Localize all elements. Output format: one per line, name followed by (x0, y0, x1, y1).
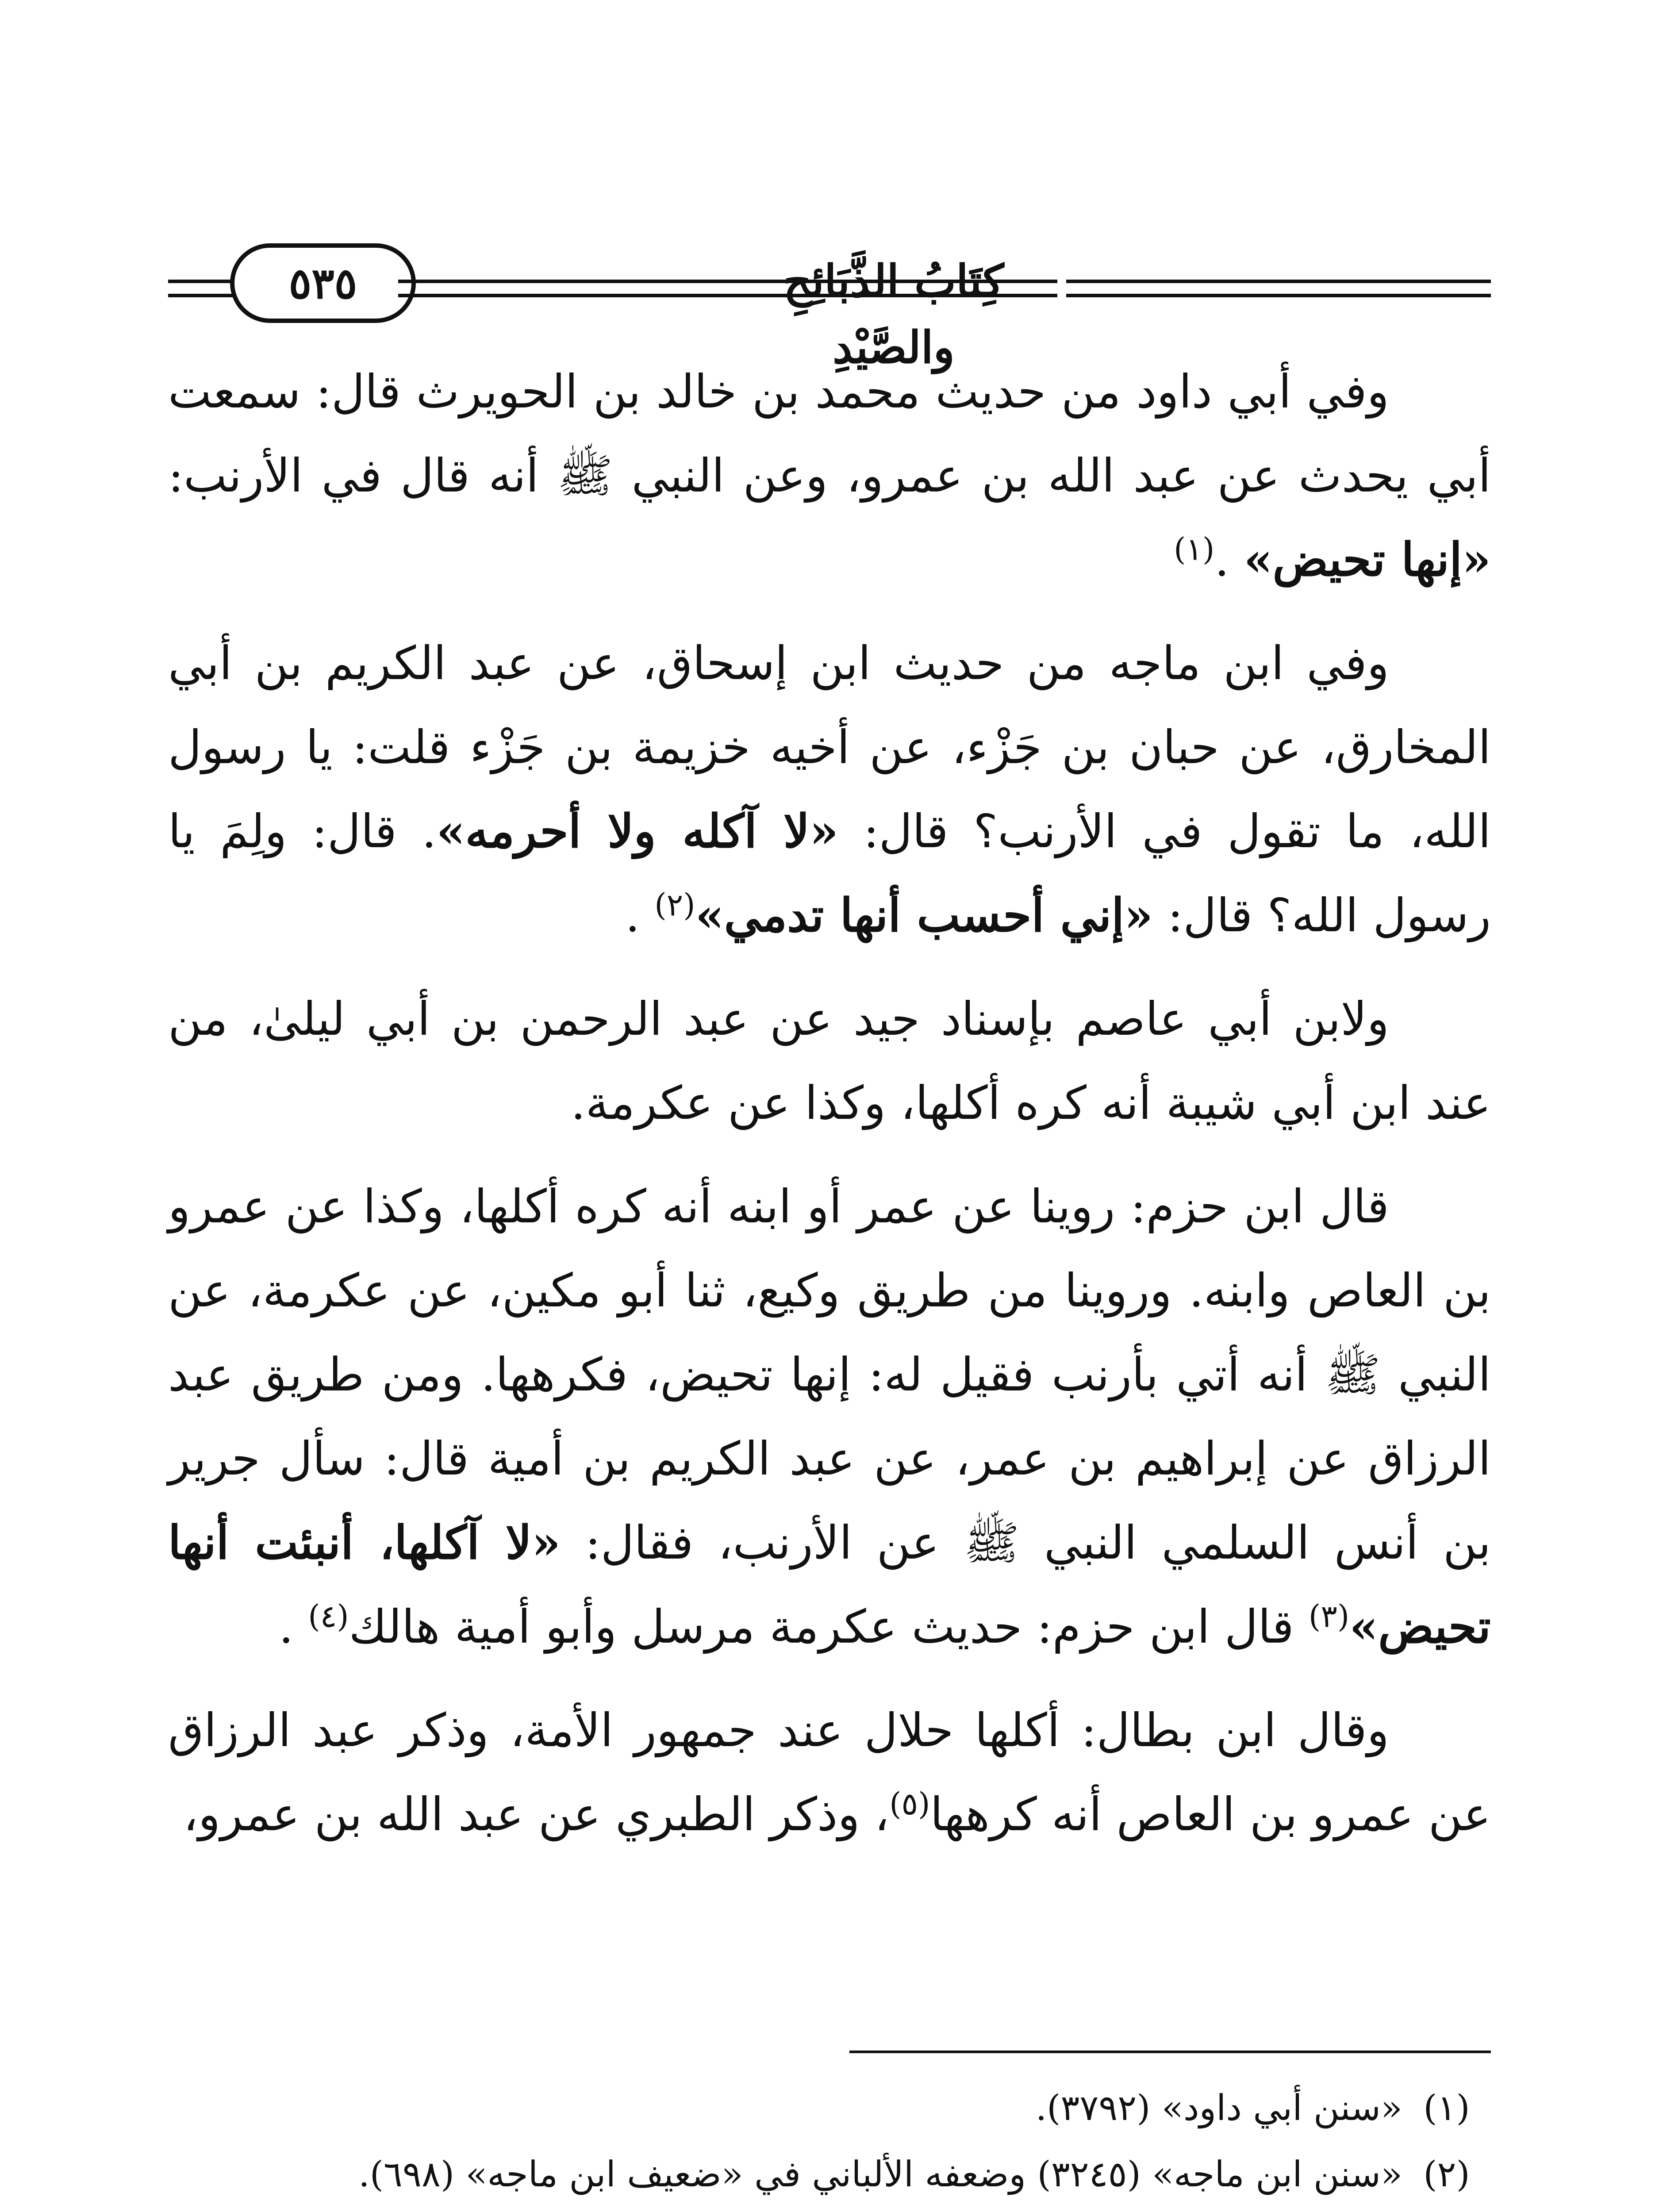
paragraph (168, 1164, 1491, 1669)
text-run: ولابن أبي عاصم بإسناد جيد عن عبد الرحمن بن أبي ليلىٰ، من عند ابن أبي شيبة أنه كره أكلها، وكذا عن عكرمة. (168, 992, 1491, 1130)
quoted-hadith: «لا آكله ولا أحرمه» (436, 804, 839, 858)
running-header (168, 230, 1491, 373)
page-number: ٥٣٥ (288, 258, 357, 308)
chapter-title: كِتَابُ الذَّبَائِحِ والصَّيْدِ (783, 255, 1004, 373)
text-run: قال ابن حزم: حديث عكرمة مرسل وأبو أمية هالك (349, 1600, 1309, 1654)
text-run: وفي أبي داود من حديث محمد بن خالد بن الحويرث قال: سمعت أبي يحدث عن عبد الله بن عمرو، وعن النبي ﷺ أنه قال في الأرنب: (168, 365, 1491, 503)
text-run: . (279, 1600, 308, 1654)
footnote (168, 2208, 1491, 2212)
footnote (168, 2141, 1491, 2208)
text-run: وفي ابن ماجه من حديث ابن إسحاق، عن عبد الكريم بن أبي المخارق، عن حبان بن جَزْء، عن أخيه خزيمة بن جَزْء قلت: يا رسول الله، ما تقول في الأرنب؟ قال: (168, 636, 1491, 858)
text-run: . قال: ولِمَ يا رسول الله؟ قال: (168, 804, 1491, 942)
header-rule-left (168, 280, 234, 297)
footnote-reference[interactable]: (٣) (1308, 1598, 1350, 1635)
body-text (168, 349, 1491, 1876)
text-run: . (625, 888, 655, 942)
footnote-separator (849, 2051, 1491, 2053)
footnote-number: (١) (1423, 2087, 1470, 2128)
footnote-text: «سنن أبي داود» (٣٧٩٢). (1035, 2087, 1402, 2128)
footnote-number (1402, 2208, 1491, 2212)
footnote-reference[interactable]: (٢) (654, 887, 695, 923)
footnote-text: «سنن ابن ماجه» (٣٢٤٥) وضعفه الألباني في «ضعيف ابن ماجه» (٦٩٨). (358, 2154, 1402, 2195)
quoted-hadith: «لا آكلها، أنبئت أنها تحيض» (168, 1515, 1491, 1654)
footnotes (168, 2075, 1491, 2212)
text-run: وقال ابن بطال: أكلها حلال عند جمهور الأمة، وذكر عبد الرزاق عن عمرو بن العاص أنه كرهها (168, 1703, 1491, 1841)
quoted-hadith: «إني أحسب أنها تدمي» (695, 888, 1153, 942)
page-number-badge (230, 243, 416, 323)
paragraph (168, 621, 1491, 957)
quoted-hadith: «إنها تحيض» (1244, 532, 1491, 587)
footnote-text (168, 2208, 1402, 2212)
text-run: . (1214, 533, 1244, 587)
paragraph (168, 1688, 1491, 1856)
text-run: ، وذكر الطبري عن عبد الله بن عمرو، (183, 1787, 890, 1841)
footnote-number: (٢) (1423, 2154, 1470, 2195)
footnote-reference[interactable]: (٥) (889, 1786, 930, 1822)
text-run: قال ابن حزم: روينا عن عمر أو ابنه أنه كره أكلها، وكذا عن عمرو بن العاص وابنه. وروينا من طريق وكيع، ثنا أبو مكين، عن عكرمة، عن النبي ﷺ أنه أتي بأرنب فقيل له: إنها تحيض، فكرهها. ومن طريق عبد الرزاق عن إبراهيم بن عمر، عن عبد الكريم بن أمية قال: سأل جرير بن أنس السلمي النبي ﷺ عن الأرنب، فقال: (168, 1179, 1491, 1570)
footnote (168, 2075, 1491, 2141)
footnote-reference[interactable]: (١) (1174, 531, 1215, 568)
header-rule-middle (398, 280, 1057, 297)
footnote-reference[interactable]: (٤) (308, 1598, 349, 1635)
paragraph (168, 977, 1491, 1145)
paragraph (168, 349, 1491, 602)
header-rule-right (1066, 280, 1491, 297)
